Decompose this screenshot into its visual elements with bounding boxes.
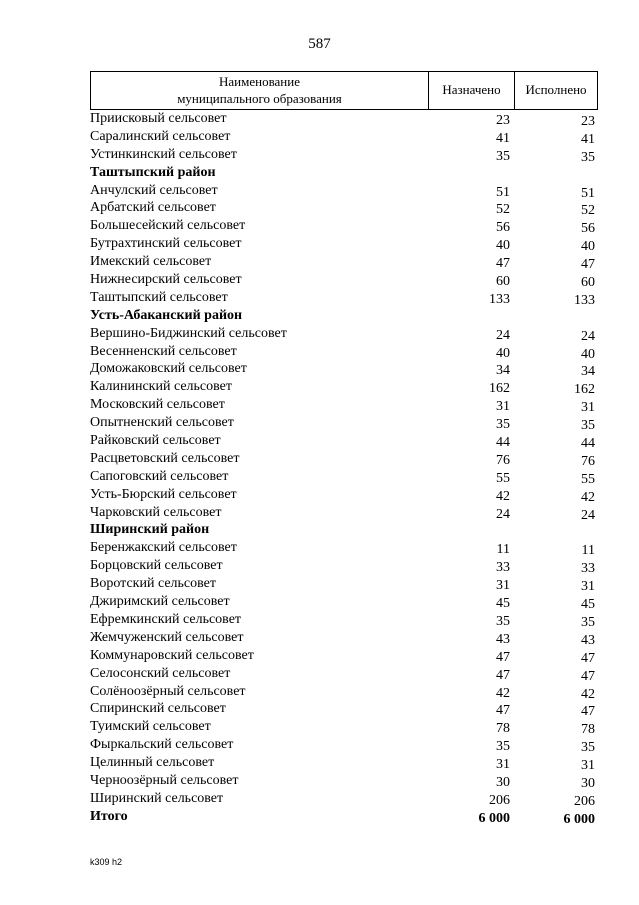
municipality-name: Доможаковский сельсовет [90,361,247,377]
table-row [90,217,598,235]
municipality-name: Ширинский район [90,522,210,538]
municipality-name: Усть-Абаканский район [90,307,243,323]
header-name-cell [91,72,429,109]
done-value: 47 [581,704,595,720]
table-row [90,235,598,253]
done-value: 162 [574,382,595,398]
assigned-value: 6 000 [478,810,510,826]
table-row [90,772,598,790]
done-value: 47 [581,650,595,666]
municipality-name: Туимский сельсовет [90,719,211,735]
table-row [90,539,598,557]
table-row [90,504,598,522]
done-value: 34 [581,364,595,380]
assigned-value: 24 [496,327,510,343]
municipality-name: Фыркальский сельсовет [90,737,234,753]
done-value: 35 [581,149,595,165]
municipality-name: Райковский сельсовет [90,433,221,449]
municipality-name: Черноозёрный сельсовет [90,772,239,788]
municipality-name: Солёноозёрный сельсовет [90,683,246,699]
table-row [90,790,598,808]
done-value: 78 [581,722,595,738]
table-row [90,289,598,307]
assigned-value: 47 [496,649,510,665]
municipality-name: Таштыпский район [90,164,216,180]
table-row [90,325,598,343]
assigned-value: 45 [496,596,510,612]
done-value: 133 [574,292,595,308]
assigned-value: 55 [496,470,510,486]
municipality-name: Джиримский сельсовет [90,594,230,610]
municipality-name: Спиринский сельсовет [90,701,226,717]
municipality-name: Большесейский сельсовет [90,218,246,234]
assigned-value: 133 [489,291,510,307]
table-row [90,629,598,647]
table-row [90,683,598,701]
table-row [90,396,598,414]
table-row [90,110,598,128]
done-value: 31 [581,579,595,595]
table-row [90,378,598,396]
header-name-line2: муниципального образования [177,90,342,106]
assigned-value: 11 [496,542,510,558]
municipality-name: Вершино-Биджинский сельсовет [90,325,287,341]
table-row [90,665,598,683]
municipality-name: Жемчуженский сельсовет [90,629,244,645]
assigned-value: 31 [496,399,510,415]
assigned-value: 42 [496,685,510,701]
done-value: 33 [581,561,595,577]
table-row [90,271,598,289]
header-done-cell: Исполнено [525,82,587,98]
assigned-value: 44 [496,435,510,451]
municipality-name: Арбатский сельсовет [90,200,216,216]
done-value: 42 [581,489,595,505]
assigned-value: 35 [496,148,510,164]
table-row [90,253,598,271]
table-row [90,557,598,575]
table-row [90,718,598,736]
municipality-name: Приисковый сельсовет [90,111,227,126]
assigned-value: 47 [496,667,510,683]
table-row [90,146,598,164]
municipality-name: Итого [90,808,128,824]
municipality-name: Ширинский сельсовет [90,790,224,806]
assigned-value: 43 [496,631,510,647]
done-value: 43 [581,632,595,648]
assigned-value: 60 [496,274,510,290]
assigned-value: 206 [489,792,510,808]
done-value: 55 [581,471,595,487]
done-value: 47 [581,668,595,684]
table-row [90,647,598,665]
municipality-name: Весенненский сельсовет [90,343,237,359]
municipality-name: Имекский сельсовет [90,254,212,270]
assigned-value: 30 [496,774,510,790]
done-value: 44 [581,436,595,452]
table-row [90,736,598,754]
done-value: 60 [581,275,595,291]
done-value: 76 [581,453,595,469]
municipality-name: Расцветовский сельсовет [90,450,240,466]
header-name-line1: Наименование [219,74,300,90]
table-row [90,575,598,593]
assigned-value: 40 [496,238,510,254]
assigned-value: 35 [496,739,510,755]
assigned-value: 52 [496,202,510,218]
municipality-name: Московский сельсовет [90,397,225,413]
municipality-name: Беренжакский сельсовет [90,540,237,556]
done-value: 35 [581,614,595,630]
assigned-value: 76 [496,452,510,468]
done-value: 24 [581,328,595,344]
municipality-name: Устинкинский сельсовет [90,146,237,162]
table-row [90,450,598,468]
done-value: 41 [581,131,595,147]
done-value: 31 [581,758,595,774]
municipality-name: Селосонский сельсовет [90,665,231,681]
table-row [90,432,598,450]
municipality-name: Целинный сельсовет [90,755,215,771]
table-header [90,71,598,110]
assigned-value: 47 [496,703,510,719]
assigned-value: 31 [496,757,510,773]
done-value: 11 [581,543,595,559]
assigned-value: 40 [496,345,510,361]
table-row [90,611,598,629]
done-value: 40 [581,239,595,255]
municipality-name: Опытненский сельсовет [90,415,234,431]
header-assigned-cell: Назначено [429,72,515,109]
done-value: 35 [581,740,595,756]
municipality-name: Чарковский сельсовет [90,504,222,520]
municipality-name: Воротский сельсовет [90,576,216,592]
done-value: 206 [574,793,595,809]
assigned-value: 24 [496,506,510,522]
done-value: 30 [581,775,595,791]
done-value: 40 [581,346,595,362]
district-heading-row [90,164,598,182]
municipality-name: Борцовский сельсовет [90,558,223,574]
footer-code: k309 h2 [90,857,123,867]
assigned-value: 35 [496,417,510,433]
table-row [90,199,598,217]
municipality-name: Сапоговский сельсовет [90,468,229,484]
municipality-name: Усть-Бюрский сельсовет [90,486,237,502]
done-value: 47 [581,257,595,273]
table-body [90,110,598,826]
assigned-value: 33 [496,560,510,576]
done-value: 51 [581,185,595,201]
assigned-value: 23 [496,113,510,128]
assigned-value: 78 [496,721,510,737]
municipality-name: Коммунаровский сельсовет [90,647,254,663]
done-value: 52 [581,203,595,219]
done-value: 56 [581,221,595,237]
table-row [90,360,598,378]
assigned-value: 42 [496,488,510,504]
municipality-name: Калининский сельсовет [90,379,232,395]
assigned-value: 162 [489,381,510,397]
assigned-value: 51 [496,184,510,200]
municipality-name: Ефремкинский сельсовет [90,611,242,627]
municipality-name: Нижнесирский сельсовет [90,272,242,288]
done-value: 35 [581,418,595,434]
done-value: 31 [581,400,595,416]
table-row [90,593,598,611]
page-number: 587 [308,36,331,52]
done-value: 42 [581,686,595,702]
municipality-name: Бутрахтинский сельсовет [90,236,242,252]
assigned-value: 31 [496,578,510,594]
assigned-value: 47 [496,256,510,272]
table-row [90,414,598,432]
assigned-value: 41 [496,130,510,146]
total-row [90,808,598,826]
table-row [90,343,598,361]
district-heading-row [90,521,598,539]
table-row [90,486,598,504]
assigned-value: 35 [496,613,510,629]
table-row [90,468,598,486]
assigned-value: 34 [496,363,510,379]
done-value: 24 [581,507,595,523]
municipality-name: Анчулский сельсовет [90,182,218,198]
municipality-name: Саралинский сельсовет [90,128,231,144]
done-value: 6 000 [563,811,595,827]
table-row [90,700,598,718]
assigned-value: 56 [496,220,510,236]
done-value: 45 [581,597,595,613]
table-row [90,128,598,146]
municipality-name: Таштыпский сельсовет [90,289,228,305]
district-heading-row [90,307,598,325]
table-row [90,754,598,772]
table-row [90,182,598,200]
done-value: 23 [581,114,595,129]
